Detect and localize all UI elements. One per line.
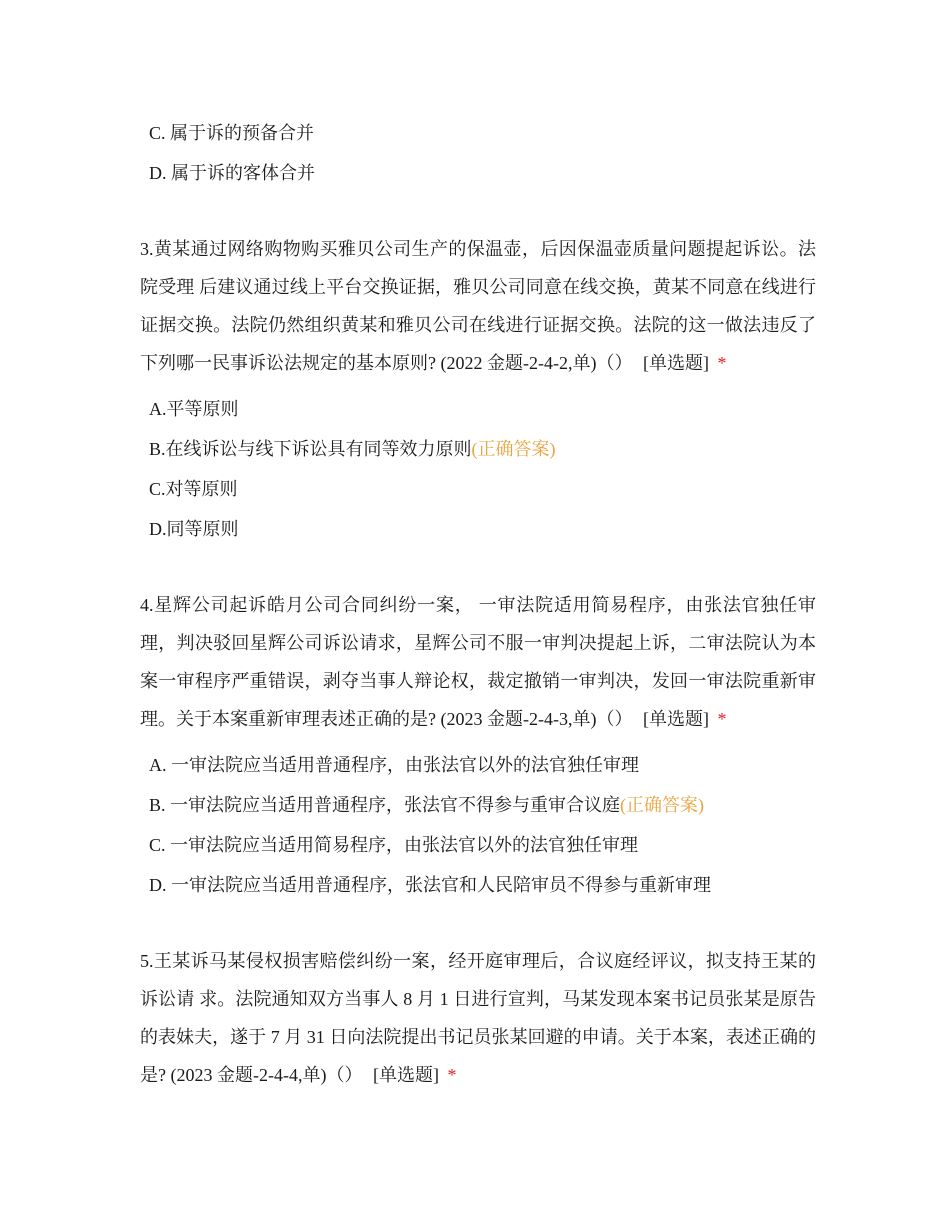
correct-answer-label: (正确答案) xyxy=(471,439,556,459)
q2-option-d xyxy=(149,161,315,185)
q3-option-a xyxy=(149,397,239,421)
q5-text xyxy=(140,942,816,1094)
option-text: B. 一审法院应当适用普通程序，张法官不得参与重审合议庭 xyxy=(149,795,621,815)
option-text: C. 属于诉的预备合并 xyxy=(149,123,315,143)
required-mark: * xyxy=(717,709,727,729)
q4-option-c xyxy=(149,833,638,857)
question-body: 5.王某诉马某侵权损害赔偿纠纷一案，经开庭审理后，合议庭经评议，拟支持王某的诉讼请 求。法院通知双方当事人 8 月 1 日进行宣判，马某发现本案书记员张某是原告的表妹夫，遂于 7 月 31 日向法院提出书记员张某回避的申请。关于本案，表述正确的是? (2023 金题-2-4-4,单)（） xyxy=(140,951,816,1085)
q4-text xyxy=(140,586,816,738)
q4-option-a xyxy=(149,753,639,777)
question-body: 4.星辉公司起诉皓月公司合同纠纷一案， 一审法院适用简易程序，由张法官独任审理，判决驳回星辉公司诉讼请求，星辉公司不服一审判决提起上诉，二审法院认为本案一审程序严重错误，剥夺当事人辩论权，裁定撤销一审判决，发回一审法院重新审理。关于本案重新审理表述正确的是? (2023 金题-2-4-3,单)（） xyxy=(140,595,816,729)
required-mark: * xyxy=(447,1065,457,1085)
option-text: D. 属于诉的客体合并 xyxy=(149,163,315,183)
question-type-tag: [单选题] xyxy=(642,353,709,373)
correct-answer-label: (正确答案) xyxy=(620,795,705,815)
option-text: A. 一审法院应当适用普通程序，由张法官以外的法官独任审理 xyxy=(149,755,639,775)
required-mark: * xyxy=(717,353,727,373)
q3-text xyxy=(140,230,816,382)
q4-option-b xyxy=(149,793,704,817)
option-text: C.对等原则 xyxy=(149,479,238,499)
option-text: D.同等原则 xyxy=(149,519,239,539)
q3-option-c xyxy=(149,477,238,501)
question-type-tag: [单选题] xyxy=(642,709,709,729)
q3-option-b xyxy=(149,437,556,461)
question-body: 3.黄某通过网络购物购买雅贝公司生产的保温壶，后因保温壶质量问题提起诉讼。法院受理 后建议通过线上平台交换证据，雅贝公司同意在线交换，黄某不同意在线进行证据交换。法院仍然组织黄某和雅贝公司在线进行证据交换。法院的这一做法违反了下列哪一民事诉讼法规定的基本原则? (2022 金题-2-4-2,单)（） xyxy=(140,239,816,373)
q3-option-d xyxy=(149,517,239,541)
option-text: C. 一审法院应当适用简易程序，由张法官以外的法官独任审理 xyxy=(149,835,639,855)
option-text: B.在线诉讼与线下诉讼具有同等效力原则 xyxy=(149,439,472,459)
q4-option-d xyxy=(149,873,711,897)
option-text: D. 一审法院应当适用普通程序，张法官和人民陪审员不得参与重新审理 xyxy=(149,875,711,895)
option-text: A.平等原则 xyxy=(149,399,239,419)
q2-option-c xyxy=(149,121,314,145)
question-type-tag: [单选题] xyxy=(372,1065,439,1085)
